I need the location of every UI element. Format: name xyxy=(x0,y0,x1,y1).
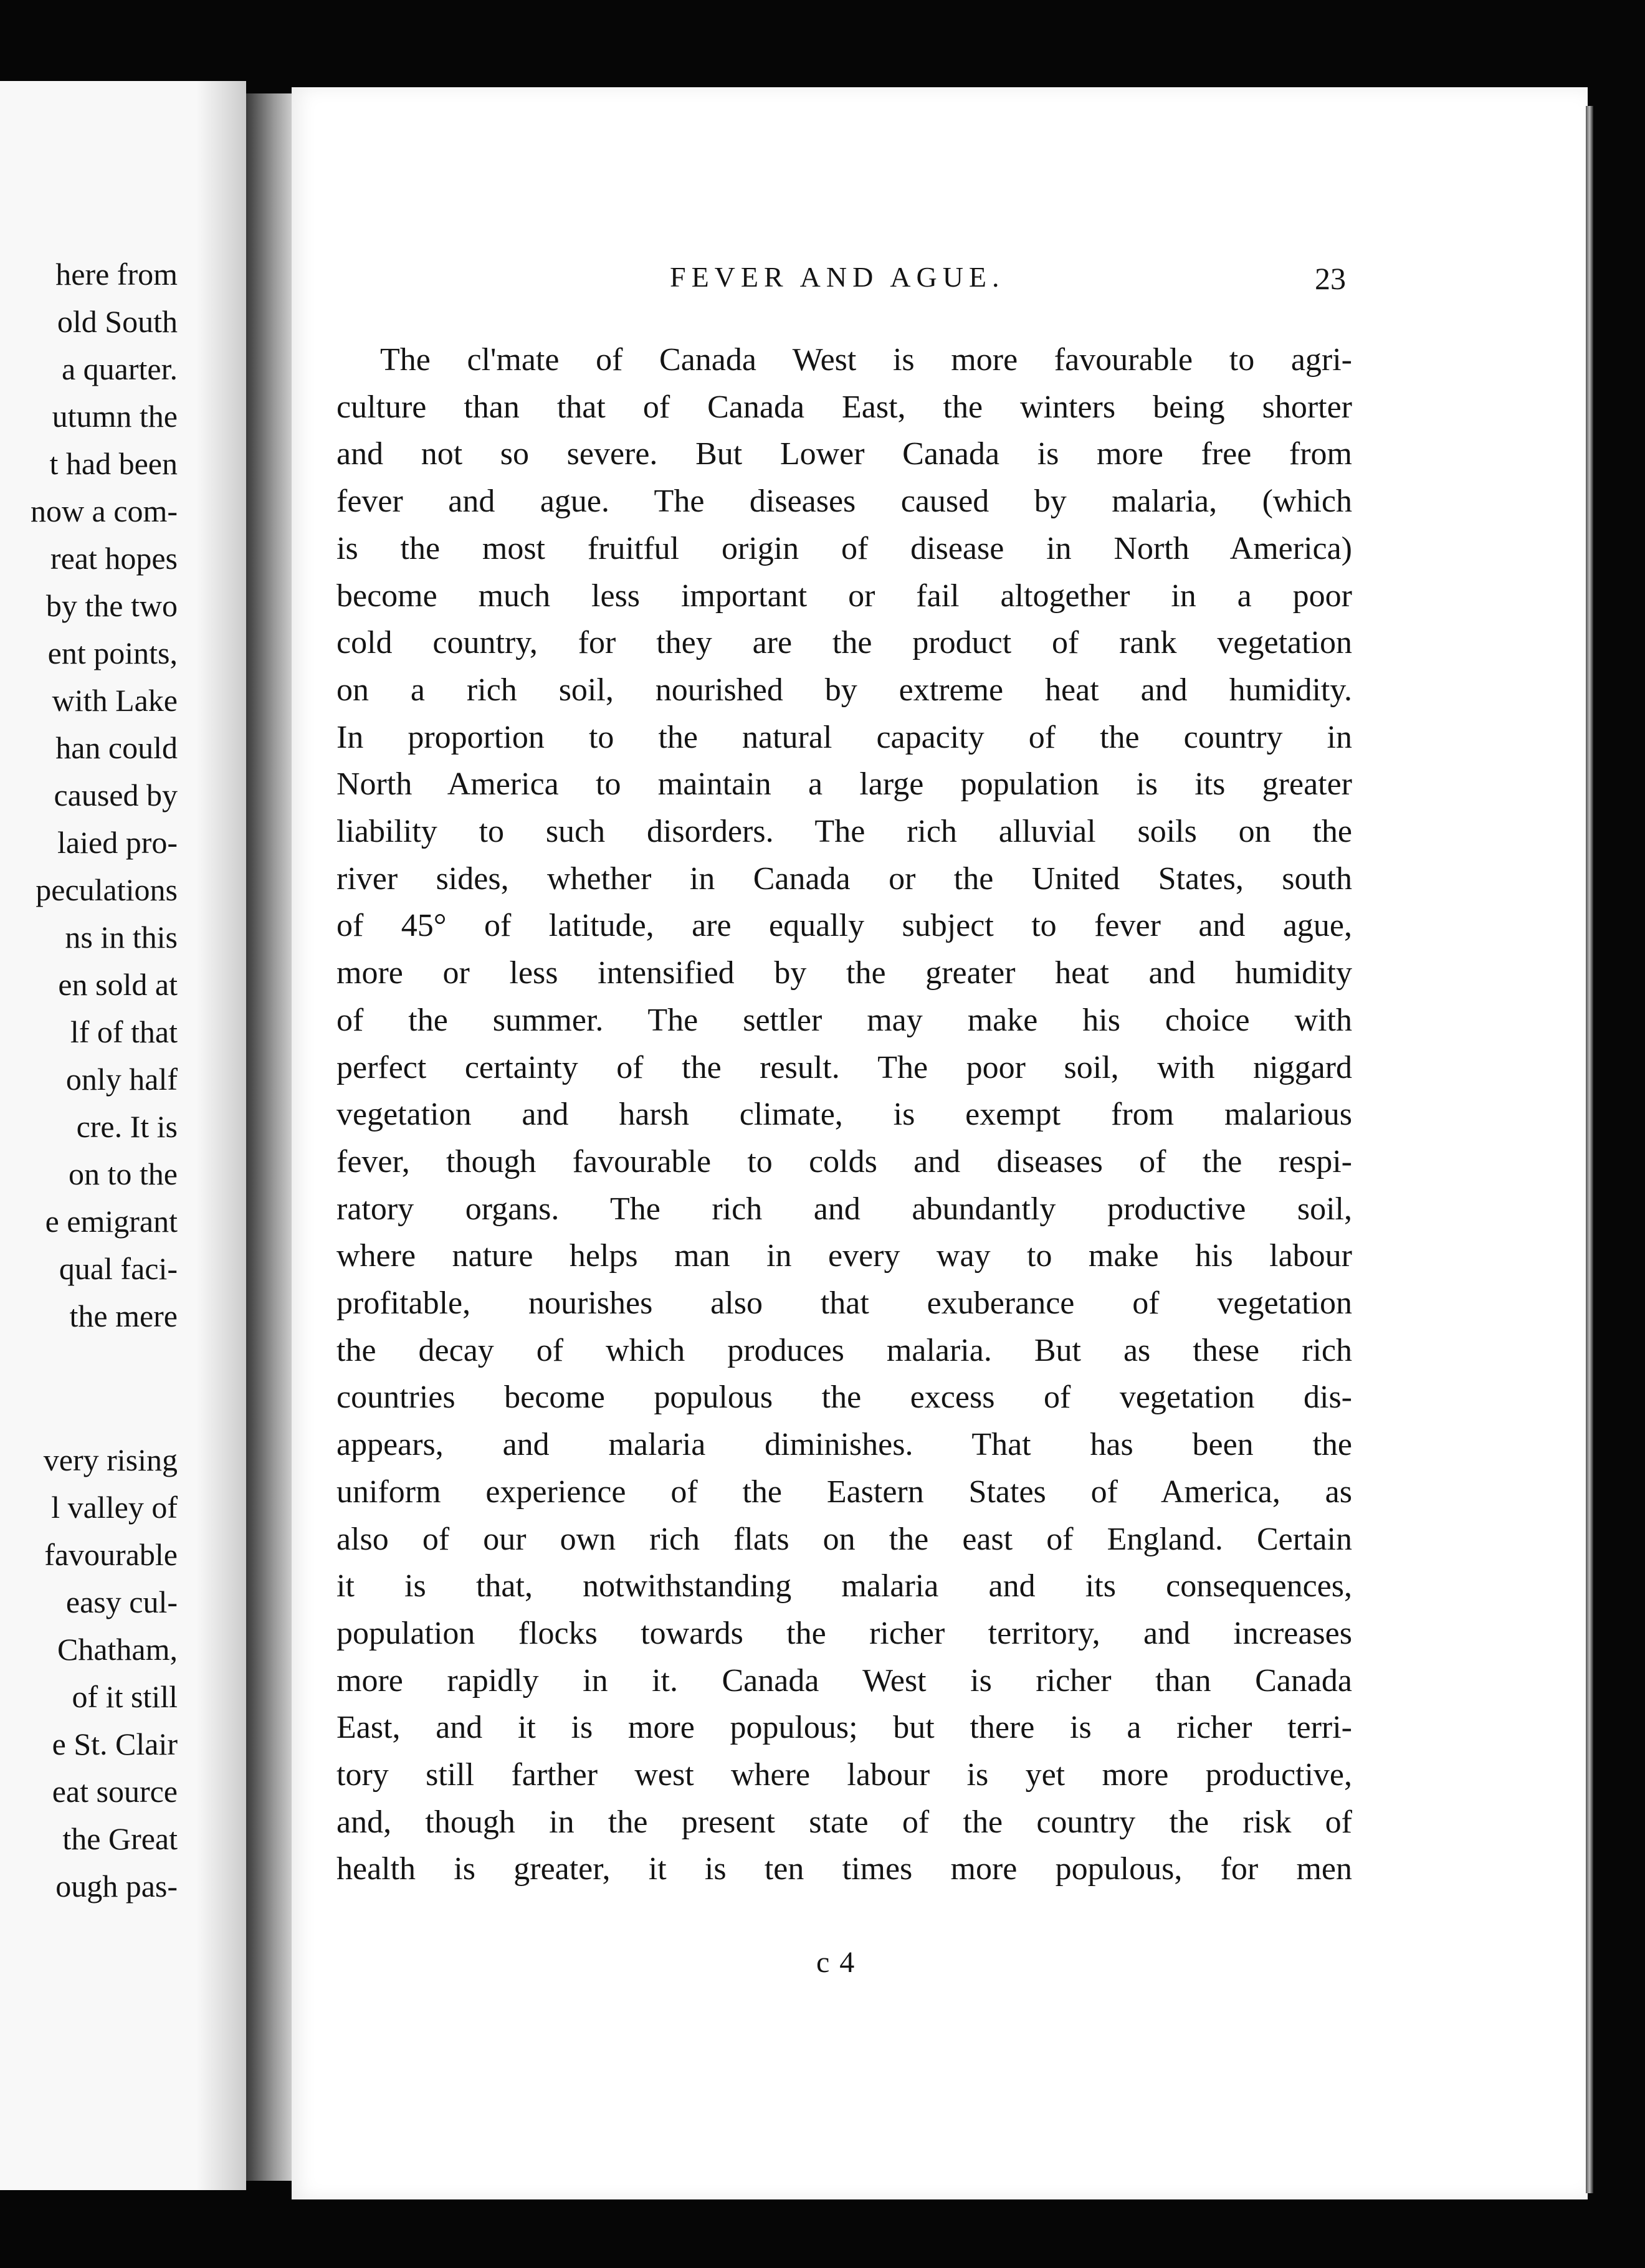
left-text-line: on to the xyxy=(69,1156,178,1191)
left-text-line: only half xyxy=(65,1062,178,1097)
left-text-line: ough pas- xyxy=(55,1869,178,1904)
left-text-line: laied pro- xyxy=(57,825,178,860)
left-text-line: of it still xyxy=(72,1679,178,1714)
text-line: the decay of which produces malaria. But as these rich xyxy=(336,1332,1352,1368)
left-page-shadow xyxy=(196,81,246,2190)
left-text-line: easy cul- xyxy=(65,1584,178,1619)
left-text-line: e St. Clair xyxy=(52,1727,178,1761)
left-text-line: utumn the xyxy=(52,399,178,434)
left-text-line: by the two xyxy=(45,588,178,623)
left-text-line: cre. It is xyxy=(76,1109,178,1144)
left-text-line: here from xyxy=(55,257,178,292)
left-text-line: qual faci- xyxy=(59,1251,178,1286)
text-line: North America to maintain a large population is its greater xyxy=(336,766,1352,803)
text-line: also of our own rich flats on the east of England. Certain xyxy=(336,1521,1352,1557)
left-text-line: reat hopes xyxy=(50,541,178,576)
text-line: of the summer. The settler may make his choice with xyxy=(336,1002,1352,1038)
running-head: FEVER AND AGUE. xyxy=(670,261,1005,293)
text-line: it is that, notwithstanding malaria and its consequences, xyxy=(336,1568,1352,1604)
text-line: is the most fruitful origin of disease in North America) xyxy=(336,530,1352,566)
left-text-line: ns in this xyxy=(65,920,178,955)
left-text-line: old South xyxy=(57,304,178,339)
left-text-line: with Lake xyxy=(52,683,178,718)
left-text-line: the Great xyxy=(62,1821,178,1856)
left-text-line: l valley of xyxy=(51,1490,178,1525)
left-text-line: e emigrant xyxy=(45,1204,178,1239)
left-text-line: the mere xyxy=(69,1298,178,1333)
text-line: population flocks towards the richer territory, and increases xyxy=(336,1615,1352,1651)
text-line: health is greater, it is ten times more populous, for men xyxy=(336,1851,1352,1887)
text-line: profitable, nourishes also that exuberance of vegetation xyxy=(336,1285,1352,1321)
page-edge xyxy=(1586,106,1593,2193)
text-line: The cl'mate of Canada West is more favourable to agri- xyxy=(380,342,1352,378)
text-line: and not so severe. But Lower Canada is more free from xyxy=(336,436,1352,472)
left-text-line: very rising xyxy=(43,1442,178,1477)
text-line: countries become populous the excess of vegetation dis- xyxy=(336,1379,1352,1416)
text-line: river sides, whether in Canada or the United States, south xyxy=(336,860,1352,897)
text-line: of 45° of latitude, are equally subject to fever and ague, xyxy=(336,908,1352,944)
text-line: and, though in the present state of the country the risk of xyxy=(336,1804,1352,1840)
left-text-line: a quarter. xyxy=(61,351,178,386)
text-line: more or less intensified by the greater heat and humidity xyxy=(336,955,1352,991)
left-text-line: now a com- xyxy=(30,493,178,528)
left-text-line: Chatham, xyxy=(57,1632,178,1667)
text-line: culture than that of Canada East, the winters being shorter xyxy=(336,389,1352,425)
text-line: uniform experience of the Eastern States of America, as xyxy=(336,1474,1352,1510)
text-line: vegetation and harsh climate, is exempt from malarious xyxy=(336,1097,1352,1133)
text-line: fever, though favourable to colds and diseases of the respi- xyxy=(336,1143,1352,1179)
left-text-line: han could xyxy=(55,730,178,765)
left-text-line: caused by xyxy=(54,778,178,812)
signature-mark: c 4 xyxy=(816,1946,856,1979)
text-line: on a rich soil, nourished by extreme heat and humidity. xyxy=(336,672,1352,708)
left-text-line: lf of that xyxy=(70,1014,178,1049)
text-line: become much less important or fail altogether in a poor xyxy=(336,578,1352,614)
text-line: fever and ague. The diseases caused by malaria, (which xyxy=(336,484,1352,520)
left-page xyxy=(0,81,246,2190)
text-line: appears, and malaria diminishes. That has been the xyxy=(336,1427,1352,1463)
text-line: East, and it is more populous; but there is a richer terri- xyxy=(336,1710,1352,1746)
text-line: perfect certainty of the result. The poor soil, with niggard xyxy=(336,1049,1352,1085)
text-line: liability to such disorders. The rich alluvial soils on the xyxy=(336,814,1352,849)
text-line: ratory organs. The rich and abundantly productive soil, xyxy=(336,1191,1352,1227)
text-line: where nature helps man in every way to make his labour xyxy=(336,1238,1352,1274)
left-text-line: favourable xyxy=(44,1537,178,1572)
left-text-line: en sold at xyxy=(58,967,178,1002)
text-line: In proportion to the natural capacity of the country in xyxy=(336,719,1352,755)
left-text-line: ent points, xyxy=(47,636,178,670)
text-line: tory still farther west where labour is yet more productive, xyxy=(336,1757,1352,1793)
text-line: cold country, for they are the product of rank vegetation xyxy=(336,625,1352,661)
left-text-line: eat source xyxy=(52,1774,178,1809)
page-number: 23 xyxy=(1315,261,1346,296)
left-text-line: peculations xyxy=(36,872,178,907)
text-line: more rapidly in it. Canada West is richer than Canada xyxy=(336,1662,1352,1699)
left-text-line: t had been xyxy=(49,446,178,481)
